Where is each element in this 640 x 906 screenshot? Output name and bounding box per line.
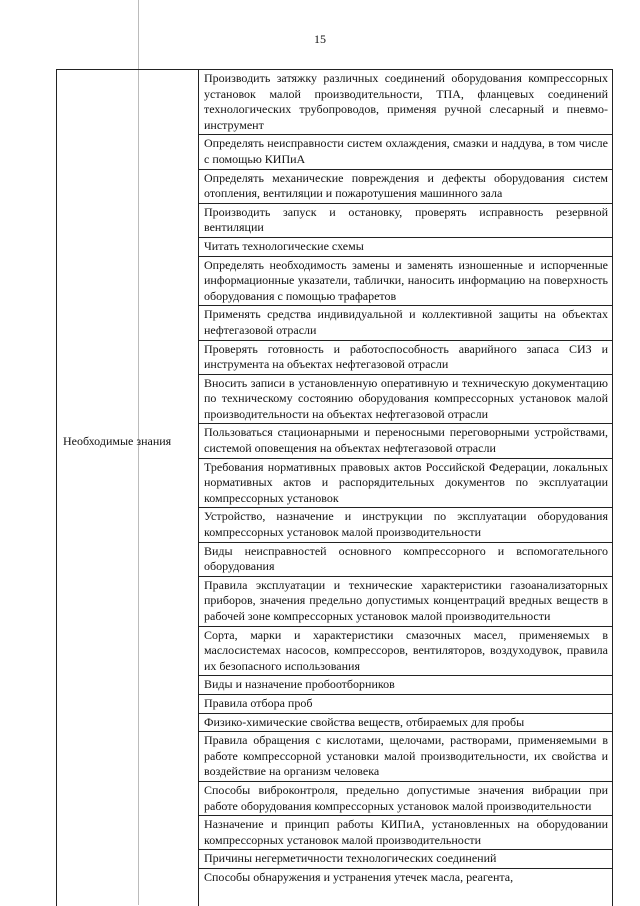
knowledge-row: Причины негерметичности технологических соединений <box>199 850 612 869</box>
skill-row: Применять средства индивидуальной и коллективной защиты на объектах нефтегазовой отрасли <box>199 306 612 340</box>
skill-row: Пользоваться стационарными и переносными переговорными устройствами, системой оповещения на объектах нефтегазовой отрасли <box>199 424 612 458</box>
knowledge-row: Назначение и принцип работы КИПиА, установленных на оборудовании компрессорных установок малой производительности <box>199 816 612 850</box>
table-right-border <box>612 70 613 906</box>
knowledge-row: Виды неисправностей основного компрессорного и вспомогательного оборудования <box>199 543 612 577</box>
knowledge-row: Способы виброконтроля, предельно допустимые значения вибрации при работе оборудования компрессорных установок малой производительности <box>199 782 612 816</box>
knowledge-row: Правила отбора проб <box>199 695 612 714</box>
section-label: Необходимые знания <box>63 434 172 448</box>
table-rows <box>199 70 612 887</box>
knowledge-row: Физико-химические свойства веществ, отбираемых для пробы <box>199 714 612 733</box>
knowledge-row: Правила обращения с кислотами, щелочами, растворами, применяемыми в работе компрессорной установки малой производительности, их свойства и воздействие на организм человека <box>199 732 612 782</box>
knowledge-row: Сорта, марки и характеристики смазочных масел, применяемых в маслосистемах насосов, компрессоров, вентиляторов, воздуходувок, правила их безопасного использования <box>199 627 612 677</box>
skill-row: Производить затяжку различных соединений оборудования компрессорных установок малой производительности, ТПА, фланцевых соединений технологических трубопроводов, применяя ручной слесарный и пневмо-инструмент <box>199 70 612 135</box>
skill-row: Определять механические повреждения и дефекты оборудования систем отопления, вентиляции и пожаротушения машинного зала <box>199 170 612 204</box>
requirements-table <box>56 69 613 906</box>
page-number: 15 <box>314 32 326 46</box>
skill-row: Читать технологические схемы <box>199 238 612 257</box>
skill-row: Проверять готовность и работоспособность аварийного запаса СИЗ и инструмента на объектах нефтегазовой отрасли <box>199 341 612 375</box>
knowledge-row: Устройство, назначение и инструкции по эксплуатации оборудования компрессорных установок малой производительности <box>199 508 612 542</box>
knowledge-row: Виды и назначение пробоотборников <box>199 676 612 695</box>
skill-row: Вносить записи в установленную оперативную и техническую документацию по техническому состоянию оборудования компрессорных установок малой производительности на объектах нефтегазовой отрасли <box>199 375 612 425</box>
knowledge-row: Требования нормативных правовых актов Российской Федерации, локальных нормативных актов и распорядительных документов по эксплуатации компрессорных установок <box>199 459 612 509</box>
skill-row: Определять необходимость замены и заменять изношенные и испорченные информационные указатели, таблички, наносить информацию на поверхность оборудования с помощью трафаретов <box>199 257 612 307</box>
knowledge-row: Способы обнаружения и устранения утечек масла, реагента, <box>204 869 514 884</box>
knowledge-row: Правила эксплуатации и технические характеристики газоанализаторных приборов, значения предельно допустимых концентраций вредных веществ в рабочей зоне компрессорных установок малой производительности <box>199 577 612 627</box>
skill-row: Производить запуск и остановку, проверять исправность резервной вентиляции <box>199 204 612 238</box>
skill-row: Определять неисправности систем охлаждения, смазки и наддува, в том числе с помощью КИПиА <box>199 135 612 169</box>
